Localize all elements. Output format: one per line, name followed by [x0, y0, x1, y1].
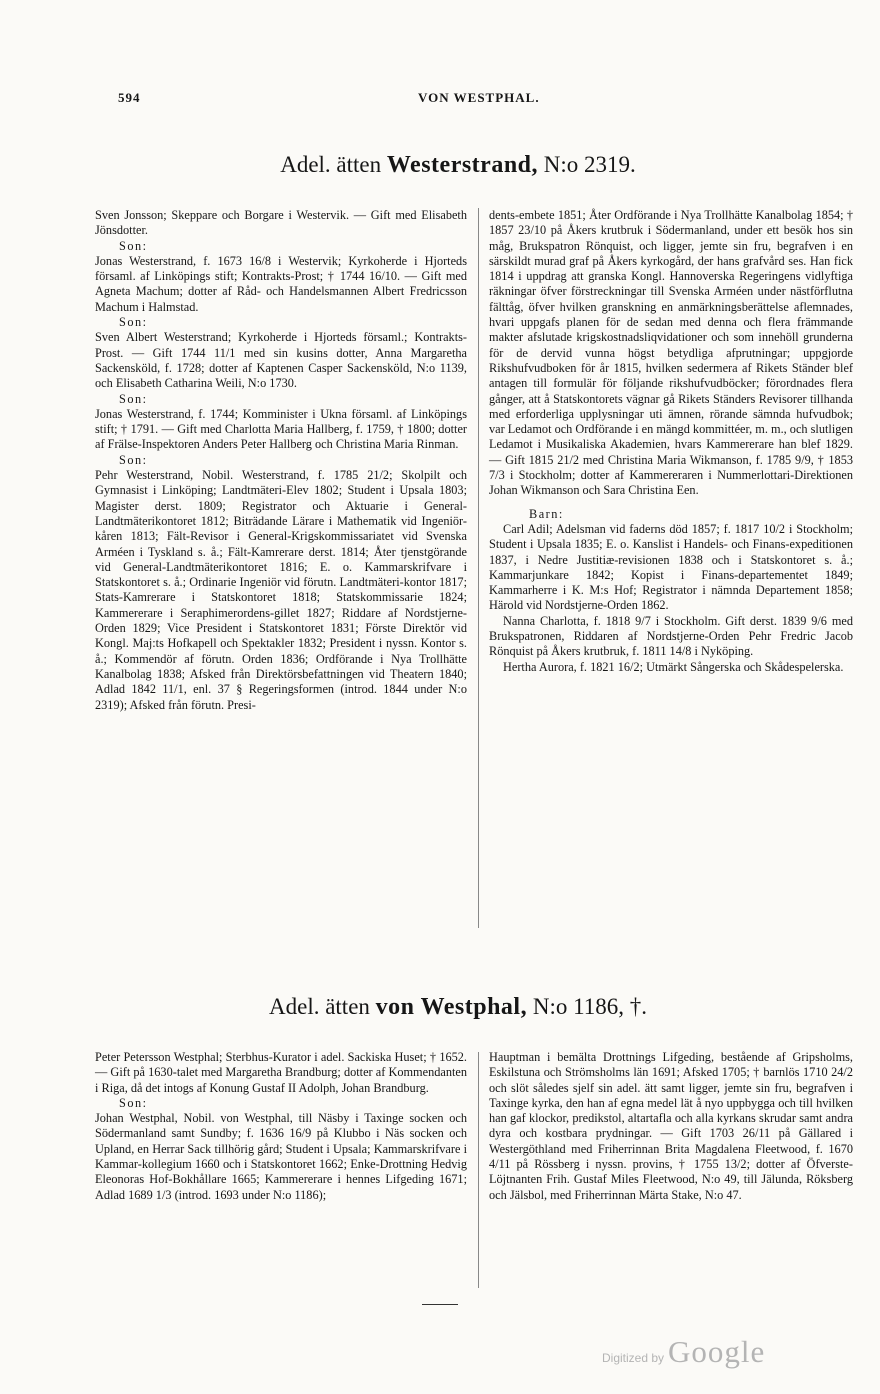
- paragraph: Sven Jonsson; Skeppare och Borgare i Westervik. — Gift med Elisabeth Jönsdotter.: [95, 208, 467, 238]
- section-title-family-name: von Westphal,: [375, 994, 528, 1020]
- section-title-prefix: Adel. ätten: [269, 994, 370, 1019]
- paragraph: Carl Adil; Adelsman vid faderns död 1857; f. 1817 10/2 i Stockholm; Student i Upsala 1835; E. o. Kanslist i Handels- och Finans-expeditionen 1837, i Nedre Justitiæ-revisionen 1838 och i Statskontoret s. å.; Kammarjunkare 1842; Kopist i Finans-departementet 1849; Kammarherre i K. M:s Hof; Registrator i nämnda Departement 1858; Härold vid Nordstjerne-Orden 1862.: [489, 521, 853, 613]
- generation-label: Barn:: [529, 506, 564, 521]
- section-title-family-name: Westerstrand,: [386, 152, 539, 178]
- paragraph: Hertha Aurora, f. 1821 16/2; Utmärkt Sångerska och Skådespelerska.: [503, 659, 844, 674]
- generation-label: Son:: [119, 1095, 148, 1110]
- paragraph: Jonas Westerstrand, f. 1673 16/8 i Westervik; Kyrkoherde i Hjorteds församl. af Linköpings stift; Kontrakts-Prost; † 1744 16/10. — Gift med Agneta Machum; dotter af Råd- och Handelsmannen Albert Fredricsson Machum i Halmstad.: [95, 253, 467, 314]
- section-title-number: N:o 2319.: [543, 152, 636, 177]
- column-divider: [478, 208, 479, 928]
- paragraph: Johan Westphal, Nobil. von Westphal, till Näsby i Taxinge socken och Södermanland samt Sundby; f. 1636 16/9 på Klubbo i Näs socken och Upland, en Herrar Sack tillhörig gård; Student i Upsala; Kammarskrifvare i Kammar-kollegium 1660 och i Statskontoret 1662; Enke-Drottning Hedvig Eleonoras Hof-Bokhållare 1665; Kammererare i hennes Lifgeding 1671; Adlad 1689 1/3 (introd. 1693 under N:o 1186);: [95, 1111, 467, 1202]
- digitized-watermark: [602, 1334, 765, 1370]
- section-title-westerstrand: [118, 152, 798, 179]
- paragraph: Nanna Charlotta, f. 1818 9/7 i Stockholm. Gift derst. 1839 9/6 med Brukspatronen, Riddaren af Nordstjerne-Orden Pehr Fredric Jacob Rönquist på Åkers krutbruk, f. 1811 14/8 i Nyköping.: [489, 613, 853, 659]
- section-title-number: N:o 1186, †.: [532, 994, 647, 1019]
- section-title-prefix: Adel. ätten: [280, 152, 382, 177]
- page-number: 594: [118, 90, 141, 105]
- westerstrand-column-right: [489, 208, 853, 675]
- paragraph: Jonas Westerstrand, f. 1744; Komminister i Ukna församl. af Linköpings stift; † 1791. — Gift med Charlotta Maria Hallberg, f. 1759, † 1800; dotter af Frälse-Inspektoren Anders Peter Hallberg och Christina Maria Rinman.: [95, 406, 467, 452]
- westphal-column-left: [95, 1050, 467, 1203]
- paragraph: dents-embete 1851; Åter Ordförande i Nya Trollhätte Kanalbolag 1854; † 1857 23/10 på Åkers krutbruk i Södermanland, under ett besök hos sin måg, Brukspatron Rönquist, och ligger, jemte sin fru, begrafven i en särskildt murad graf på Åkers kyrkogård, der hans grafvård ses. Han fick 1814 i uppdrag att granska Kongl. Hannoverska Regeringens vidlyftiga räkningar öfver förstreckningar till Svenska Arméen under nästförflutna fälttåg, öfver hvilken granskning en anmärkningsberättelse aflemnades, hvari uppgafs planen för de sedan med denna och flera främmande makter afslutade krigskostnadsliqvidationer och som innehöll grunderna för de dervid vunna högst betydliga afprutningar; uppgjorde Rikshufvudboken för år 1815, hvilken sedermera af Rikets Ständer blef antagen till formulär för följande rikshufvudböcker; förordnades flera gånger, att å Statskontorets vägnar gå Rikets Ständers Revisorer tillhanda med erforderliga upplysningar uti ämnen, rörande sämnda hufvudbok; var Ledamot och Ordförande i en mängd kommittéer, m. m., och slutligen Ledamot i Musikaliska Akademien, hvars Kammererare han blef 1829. — Gift 1815 21/2 med Christina Maria Wikmanson, f. 1785 9/9, † 1853 7/3 i Stockholm; dotter af Kammereraren i Nummerlottari-Direktionen Johan Wikmanson och Sara Christina Een.: [489, 208, 853, 498]
- westerstrand-column-left: [95, 208, 467, 713]
- paragraph: Pehr Westerstrand, Nobil. Westerstrand, f. 1785 21/2; Skolpilt och Gymnasist i Linköping; Landtmäteri-Elev 1802; Student i Upsala 1803; Magister derst. 1809; Registrator och Aktuarie i General-Landtmäterikontoret 1812; Biträdande Lärare i Mathematik vid Ingeniör-kåren 1813; Fält-Revisor i General-Krigskommissariatet vid Svenska Arméen i Tyskland s. å.; Fält-Kamrerare derst. 1814; Åter tjenstgörande vid General-Landtmäterikontoret 1816; E. o. Kammarskrifvare i Statskontoret s. å.; Ordinarie Ingeniör vid förutn. Landtmäteri-kontor 1817; Stats-Kamrerare i Statskontoret 1818; Statskommissarie 1824; Kammererare i Seraphimerordens-gillet 1827; Riddare af Nordstjerne-Orden 1829; Vice President i Statskontoret 1831; Förste Direktör vid Kongl. Maj:ts Hofkapell och Spektakler 1832; President i nyssn. Kontor s. å.; Kommendör af förutn. Orden 1836; Ordförande i Nya Trollhätte Kanalbolag 1838; Afsked från Direktörsbefattningen vid Theatern 1840; Adlad 1842 11/1, enl. 37 § Regeringsformen (introd. 1844 under N:o 2319); Afsked från förutn. Presi-: [95, 468, 467, 712]
- generation-label: Son:: [119, 391, 148, 406]
- running-title: VON WESTPHAL.: [418, 90, 540, 105]
- generation-label: Son:: [119, 315, 148, 330]
- column-divider: [478, 1052, 479, 1288]
- running-header: [118, 90, 800, 110]
- paragraph: Hauptman i bemälta Drottnings Lifgeding, bestående af Gripsholms, Eskilstuna och Strömsholms län 1691; Afsked 1705; † barnlös 1710 24/2 och slöt således sjelf sin adel. ätt samt ligger, jemte sin fru, begrafven i Taxinge kyrka, den han af egna medel lät å nyo uppbygga och till hvilken han gaf klockor, predikstol, altartafla och alla kyrkans skrudar samt andra dyra och kostbara prydningar. — Gift 1703 26/11 på Gällared i Westergöthland med Friherrinnan Brita Magdalena Fleetwood, f. 1670 4/11 på Rössberg i nyssn. provins, † 1755 13/2; dotter af Öfverste-Löjtnanten Frih. Gustaf Miles Fleetwood, N:o 49, till Jälunda, Röksberg och Jälsbol, med Friherrinnan Märta Stake, N:o 47.: [489, 1050, 853, 1202]
- westphal-column-right: [489, 1050, 853, 1203]
- paragraph: Peter Petersson Westphal; Sterbhus-Kurator i adel. Sackiska Huset; † 1652. — Gift på 1630-talet med Margaretha Brandburg; dotter af Kommendanten i Riga, då det intogs af Konung Gustaf II Adolph, Johan Brandburg.: [95, 1050, 467, 1095]
- generation-label: Son:: [119, 452, 148, 467]
- digitized-by-text: Digitized by: [602, 1351, 665, 1365]
- end-rule: [422, 1304, 458, 1305]
- generation-label: Son:: [119, 238, 148, 253]
- paragraph: Sven Albert Westerstrand; Kyrkoherde i Hjorteds församl.; Kontrakts-Prost. — Gift 1744 11/1 med sin kusins dotter, Anna Margaretha Sackensköld, f. 1728; dotter af Kaptenen Casper Sackensköld, N:o 1139, och Elisabeth Catharina Weili, N:o 1730.: [95, 330, 467, 391]
- google-logo: Google: [668, 1334, 766, 1369]
- section-title-von-westphal: [118, 994, 798, 1021]
